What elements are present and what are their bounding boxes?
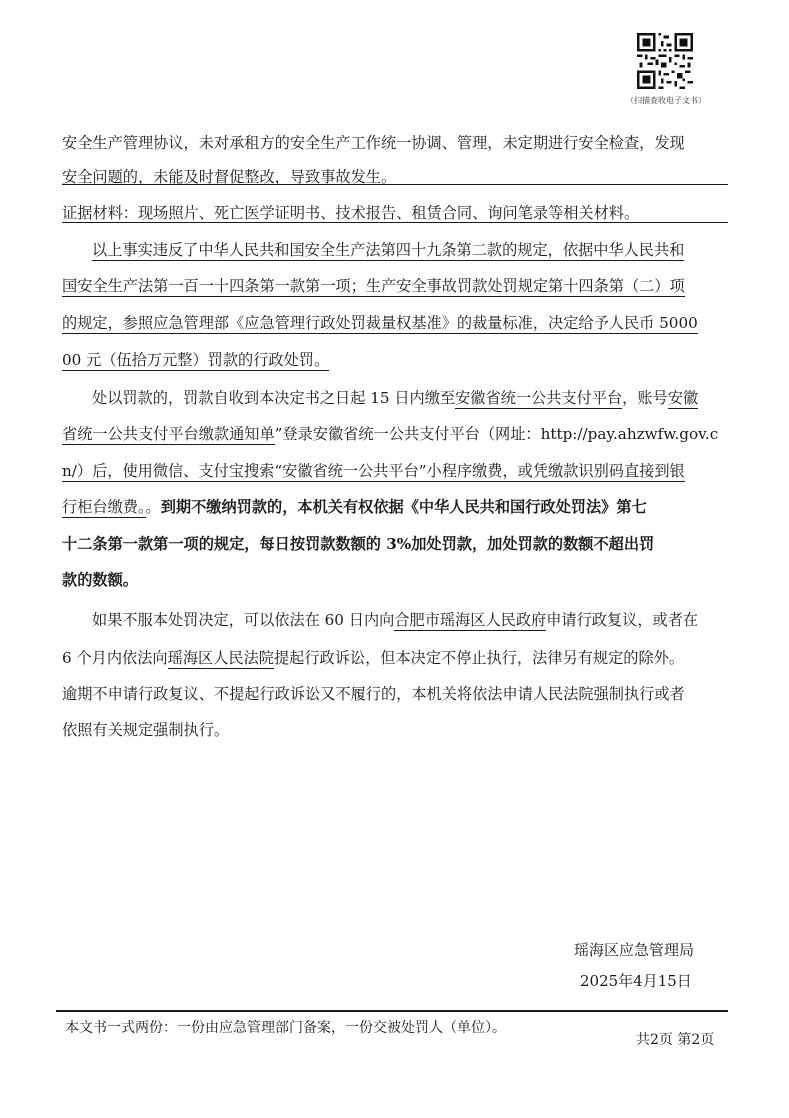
payment-line: 处以罚款的，罚款自收到本决定书之日起 15 日内缴至安徽省统一公共支付平台，账号安徽 — [92, 389, 699, 407]
page-indicator: 共2页 第2页 — [636, 1032, 715, 1048]
underline-rule — [62, 222, 728, 223]
legal-basis-text: 00 元（伍拾万元整）罚款的行政处罚。 — [62, 351, 330, 369]
review-authority: 合肥市瑶海区人民政府 — [394, 611, 547, 629]
payment-line: 行柜台缴费。。到期不缴纳罚款的，本机关有权依据《中华人民共和国行政处罚法》第七 — [62, 498, 647, 516]
legal-basis-text: 以上事实违反了中华人民共和国安全生产法第四十九条第二款的规定，依据中华人民共和 — [92, 241, 685, 259]
issuing-organization: 瑶海区应急管理局 — [574, 941, 695, 959]
payment-line — [62, 424, 718, 444]
body-line — [92, 240, 684, 260]
appeal-line: 6 个月内依法向瑶海区人民法院提起行政诉讼，但本决定不停止执行，法律另有规定的除外。 — [62, 649, 684, 667]
payment-line — [62, 461, 685, 481]
body-line — [62, 350, 329, 370]
payment-method-text: 行柜台缴费。 — [62, 498, 146, 516]
footer-rule — [56, 1010, 728, 1012]
footer-note: 本文书一式两份：一份由应急管理部门备案，一份交被处罚人（单位）。 — [65, 1020, 506, 1036]
account-text: 安徽 — [667, 389, 699, 407]
late-fee-line: 款的数额。 — [62, 571, 138, 589]
appeal-line: 依照有关规定强制执行。 — [62, 721, 230, 739]
body-line — [62, 313, 698, 333]
appeal-line: 逾期不申请行政复议、不提起行政诉讼又不履行的，本机关将依法申请人民法院强制执行或者 — [62, 685, 685, 703]
legal-basis-text: 的规定，参照应急管理部《应急管理行政处罚裁量权基准》的裁量标准，决定给予人民币 5000 — [62, 314, 698, 332]
body-line — [62, 276, 685, 296]
payment-method-text: n/）后，使用微信、支付宝搜索“安徽省统一公共平台”小程序缴费，或凭缴款识别码直接到银 — [62, 462, 685, 480]
payment-platform: 安徽省统一公共支付平台 — [455, 389, 623, 407]
evidence-line: 证据材料：现场照片、死亡医学证明书、技术报告、租赁合同、询问笔录等相关材料。 — [62, 204, 640, 222]
late-fee-line: 十二条第一款第一项的规定，每日按罚款数额的 3%加处罚款，加处罚款的数额不超出罚 — [62, 535, 655, 553]
website-text: ”登录安徽省统一公共支付平台（网址：http://pay.ahzwfw.gov.c — [274, 425, 719, 443]
qr-caption: （扫描查收电子文书） — [626, 96, 706, 105]
body-line: 安全问题的，未能及时督促整改，导致事故发生。 — [62, 168, 397, 186]
qr-code[interactable] — [637, 33, 693, 89]
issue-date: 2025年4月15日 — [580, 972, 692, 990]
account-text: 省统一公共支付平台缴款通知单 — [62, 425, 275, 443]
body-line: 安全生产管理协议，未对承租方的安全生产工作统一协调、管理，未定期进行安全检查，发现 — [62, 134, 685, 152]
court-name: 瑶海区人民法院 — [167, 649, 274, 667]
late-fee-text: 到期不缴纳罚款的，本机关有权依据《中华人民共和国行政处罚法》第七 — [160, 498, 647, 516]
underline-rule — [62, 184, 728, 185]
appeal-line: 如果不服本处罚决定，可以依法在 60 日内向合肥市瑶海区人民政府申请行政复议，或者在 — [92, 611, 699, 629]
legal-basis-text: 国安全生产法第一百一十四条第一款第一项；生产安全事故罚款处罚规定第十四条第（二）项 — [62, 277, 685, 295]
